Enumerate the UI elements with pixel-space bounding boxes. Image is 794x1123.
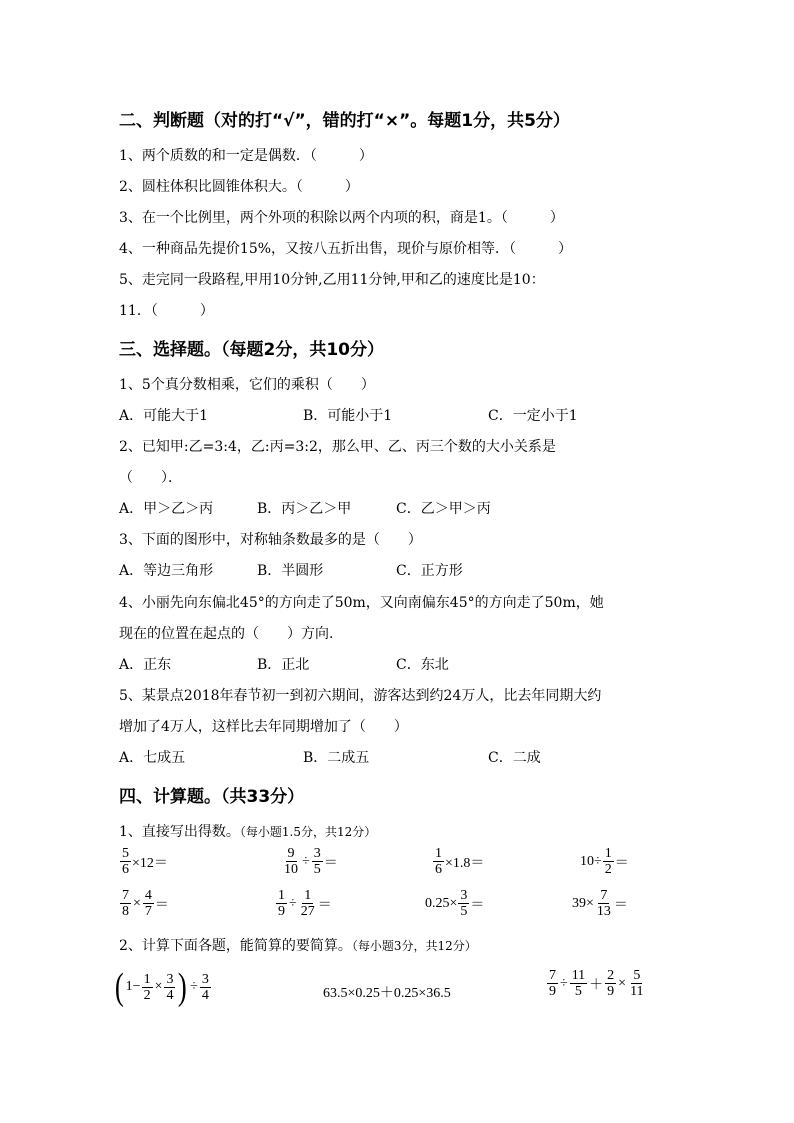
choice-q5-b: B．二成五 xyxy=(303,750,370,766)
fraction: $\frac{3}{5}$ xyxy=(460,888,468,919)
section-4-title: 四、计算题。（共33分） xyxy=(119,787,305,807)
choice-q1-a: A．可能大于1 xyxy=(119,408,209,424)
fraction: $\frac{2}{9}$ xyxy=(607,968,615,999)
judge-item-5: 5、走完同一段路程,甲用10分钟,乙用11分钟,甲和乙的速度比是10： xyxy=(119,272,545,288)
calc-q2 xyxy=(119,935,477,955)
judge-item-2: 2、圆柱体积比圆锥体积大。（ ） xyxy=(119,179,359,195)
fraction: $\frac{7}{13}$ xyxy=(596,888,611,919)
fraction: $\frac{3}{4}$ xyxy=(166,971,174,1003)
section-3-title: 三、选择题。（每题2分，共10分） xyxy=(119,340,384,360)
choice-q4-b: B．正北 xyxy=(257,657,310,673)
fraction: $\frac{11}{5}$ xyxy=(571,968,586,999)
choice-q2-a: A．甲＞乙＞丙 xyxy=(119,501,214,517)
section-2-title: 二、判断题（对的打“√”，错的打“×”。每题1分，共5分） xyxy=(119,111,570,131)
expr-a1: $\frac{5}{6}$ ×12＝ xyxy=(122,846,168,877)
expr-a3: $\frac{1}{6}$ ×1.8＝ xyxy=(435,846,485,877)
choice-q5: 5、某景点2018年春节初一到初六期间，游客达到约24万人，比去年同期大约 xyxy=(119,688,602,704)
fraction: $\frac{1}{2}$ xyxy=(143,971,151,1003)
calc-q1-note: （每小题1.5分，共12分） xyxy=(239,825,377,839)
calc-q1-text: 1、直接写出得数。 xyxy=(119,824,240,840)
expr-c2: 63.5×0.25＋0.25×36.5 xyxy=(323,986,451,1001)
fraction: $\frac{3}{4}$ xyxy=(201,971,209,1003)
expr-a4: 10÷ $\frac{1}{2}$ ＝ xyxy=(580,846,629,877)
choice-q2-cont: （ ）． xyxy=(119,470,182,486)
choice-q1: 1、5个真分数相乘，它们的乘积（ ） xyxy=(119,377,375,393)
expr-c3: $\frac{7}{9}$ ÷ $\frac{11}{5}$ ＋ $\frac{2}{9}$ × $\frac{5}{11}$ xyxy=(549,968,644,999)
calc-q2-note: （每小题3分，共12分） xyxy=(351,939,477,953)
fraction: $\frac{4}{7}$ xyxy=(144,888,152,919)
choice-q3-c: C．正方形 xyxy=(396,563,463,579)
choice-q4-cont: 现在的位置在起点的（ ）方向. xyxy=(119,626,334,642)
fraction: $\frac{1}{6}$ xyxy=(435,846,442,877)
choice-q2-c: C．乙＞甲＞丙 xyxy=(396,501,491,517)
choice-q1-c: C．一定小于1 xyxy=(488,408,578,424)
choice-q1-b: B．可能小于1 xyxy=(303,408,393,424)
choice-q3: 3、下面的图形中，对称轴条数最多的是（ ） xyxy=(119,532,422,548)
expr-b3: 0.25× $\frac{3}{5}$ ＝ xyxy=(425,888,485,919)
fraction: $\frac{7}{9}$ xyxy=(549,968,556,999)
expr-b1: $\frac{7}{8}$ × $\frac{4}{7}$ ＝ xyxy=(122,888,169,919)
fraction: $\frac{1}{9}$ xyxy=(278,888,285,919)
fraction: $\frac{3}{5}$ xyxy=(313,846,321,877)
fraction: $\frac{7}{8}$ xyxy=(122,888,129,919)
fraction: $\frac{9}{10}$ xyxy=(284,846,298,877)
expr-b4: 39× $\frac{7}{13}$ ＝ xyxy=(572,888,628,919)
fraction: $\frac{1}{27}$ xyxy=(300,888,315,919)
choice-q4: 4、小丽先向东偏北45°的方向走了50m，又向南偏东45°的方向走了50m，她 xyxy=(119,595,604,611)
expr-b2: $\frac{1}{9}$ ÷ $\frac{1}{27}$ ＝ xyxy=(278,888,332,919)
calc-q2-text: 2、计算下面各题，能简算的要简算。 xyxy=(119,938,352,954)
expr-a2: $\frac{9}{10}$ ÷ $\frac{3}{5}$ ＝ xyxy=(284,846,338,877)
fraction: $\frac{5}{6}$ xyxy=(122,846,129,877)
calc-q1 xyxy=(119,821,376,841)
choice-q5-c: C．二成 xyxy=(488,750,541,766)
choice-q3-b: B．半圆形 xyxy=(257,563,324,579)
fraction: $\frac{1}{2}$ xyxy=(604,846,612,877)
fraction: $\frac{5}{11}$ xyxy=(630,968,644,999)
choice-q5-a: A．七成五 xyxy=(119,750,186,766)
choice-q3-a: A．等边三角形 xyxy=(119,563,214,579)
choice-q4-c: C．东北 xyxy=(396,657,449,673)
expr-c1: ( 1− $\frac{1}{2}$ × $\frac{3}{4}$ ) ÷ $\frac{3}{4}$ xyxy=(114,966,209,1008)
judge-item-3: 3、在一个比例里，两个外项的积除以两个内项的积，商是1。（ ） xyxy=(119,210,564,226)
judge-item-4: 4、一种商品先提价15%，又按八五折出售，现价与原价相等．（ ） xyxy=(119,241,573,257)
choice-q2: 2、已知甲:乙=3:4，乙:丙=3:2，那么甲、乙、丙三个数的大小关系是 xyxy=(119,439,556,455)
choice-q2-b: B．丙＞乙＞甲 xyxy=(257,501,352,517)
choice-q5-cont: 增加了4万人，这样比去年同期增加了（ ） xyxy=(119,719,408,735)
choice-q4-a: A．正东 xyxy=(119,657,172,673)
judge-item-1: 1、两个质数的和一定是偶数．（ ） xyxy=(119,148,373,164)
judge-item-5-cont: 11．（ ） xyxy=(119,303,214,319)
